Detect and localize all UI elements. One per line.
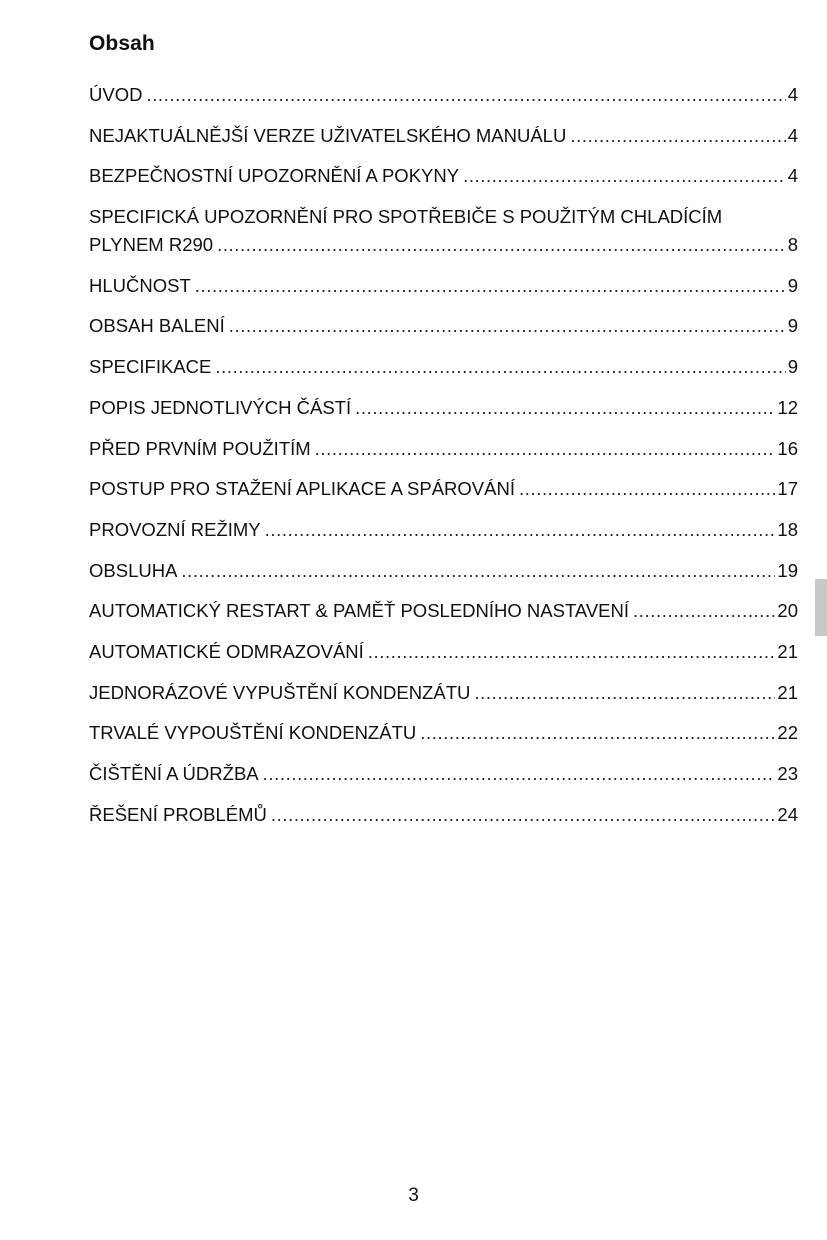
toc-entry-page: 9: [787, 315, 798, 337]
toc-entry-title: OBSAH BALENÍ: [89, 315, 225, 337]
toc-entry-specs[interactable]: [89, 353, 798, 381]
toc-entry-page: 8: [787, 234, 798, 256]
toc-leader-dots: [570, 122, 785, 150]
toc-entry-troubleshooting[interactable]: [89, 801, 798, 829]
page-number: 3: [408, 1185, 419, 1206]
toc-leader-dots: [229, 312, 786, 340]
toc-entry-title: ŘEŠENÍ PROBLÉMŮ: [89, 803, 267, 825]
toc-entry-title: ÚVOD: [89, 84, 143, 105]
toc-entry-title: POPIS JEDNOTLIVÝCH ČÁSTÍ: [89, 396, 352, 418]
toc-entry-page: 4: [787, 165, 798, 187]
toc-entry-package[interactable]: [89, 312, 798, 340]
toc-leader-dots: [146, 81, 785, 109]
toc-entry-title: PROVOZNÍ REŽIMY: [89, 518, 261, 540]
toc-entry-page: 24: [777, 803, 798, 825]
toc-entry-page: 17: [777, 478, 798, 500]
toc-entry-page: 9: [787, 356, 798, 378]
toc-leader-dots: [355, 394, 775, 422]
toc-leader-dots: [463, 162, 786, 190]
toc-entry-page: 9: [787, 274, 798, 296]
side-thumb-tab: [815, 579, 827, 636]
toc-entry-defrost[interactable]: [89, 638, 798, 666]
toc-entry-uvod[interactable]: [89, 81, 798, 109]
toc-entry-title: HLUČNOST: [89, 274, 191, 296]
toc-entry-title: OBSLUHA: [89, 559, 178, 581]
toc-entry-safety[interactable]: [89, 162, 798, 190]
toc-entry-noise[interactable]: [89, 272, 798, 300]
toc-entry-page: 4: [787, 124, 798, 146]
toc-entry-title: BEZPEČNOSTNÍ UPOZORNĚNÍ A POKYNY: [89, 165, 460, 187]
toc-entry-r290[interactable]: [89, 203, 798, 259]
toc-entry-modes[interactable]: [89, 516, 798, 544]
toc-leader-dots: [181, 557, 775, 585]
toc-leader-dots: [474, 679, 775, 707]
toc-entry-manual-version[interactable]: [89, 122, 798, 150]
toc-entry-page: 22: [777, 722, 798, 744]
toc-entry-page: 18: [777, 518, 798, 540]
toc-entry-title: PŘED PRVNÍM POUŽITÍM: [89, 437, 311, 459]
toc-entry-operation[interactable]: [89, 557, 798, 585]
toc-entry-page: 23: [777, 763, 798, 784]
toc-leader-dots: [519, 475, 775, 503]
toc-leader-dots: [315, 435, 776, 463]
toc-entry-title: TRVALÉ VYPOUŠTĚNÍ KONDENZÁTU: [89, 722, 417, 744]
toc-entry-title: AUTOMATICKÝ RESTART & PAMĚŤ POSLEDNÍHO NASTAVENÍ: [89, 600, 630, 622]
toc-leader-dots: [420, 719, 775, 747]
toc-entry-page: 4: [787, 84, 798, 105]
page-title: Obsah: [89, 32, 155, 55]
toc-entry-title-line1: SPECIFICKÁ UPOZORNĚNÍ PRO SPOTŘEBIČE S POUŽITÝM CHLADÍCÍM: [89, 206, 723, 228]
toc-leader-dots: [263, 760, 776, 788]
toc-entry-single-drain[interactable]: [89, 679, 798, 707]
toc-entry-auto-restart[interactable]: [89, 597, 798, 625]
toc-entry-title: SPECIFIKACE: [89, 356, 212, 378]
toc-entry-page: 21: [777, 681, 798, 703]
toc-entry-app-pairing[interactable]: [89, 475, 798, 503]
toc-entry-page: 16: [777, 437, 798, 459]
toc-leader-dots: [633, 597, 775, 625]
toc-entry-cleaning[interactable]: [89, 760, 798, 788]
toc-leader-dots: [195, 272, 786, 300]
toc-entry-title: PLYNEM R290: [89, 234, 214, 256]
toc-entry-first-use[interactable]: [89, 435, 798, 463]
toc-entry-title: JEDNORÁZOVÉ VYPUŠTĚNÍ KONDENZÁTU: [89, 681, 471, 703]
toc-entry-page: 21: [777, 640, 798, 662]
toc-entry-page: 12: [777, 396, 798, 418]
toc-leader-dots: [215, 353, 785, 381]
toc-entry-title: POSTUP PRO STAŽENÍ APLIKACE A SPÁROVÁNÍ: [89, 478, 515, 500]
toc-leader-dots: [265, 516, 776, 544]
toc-leader-dots: [368, 638, 776, 666]
toc-entry-title: NEJAKTUÁLNĚJŠÍ VERZE UŽIVATELSKÉHO MANUÁLU: [89, 124, 567, 146]
toc-entry-title: AUTOMATICKÉ ODMRAZOVÁNÍ: [89, 640, 364, 662]
toc-entry-continuous-drain[interactable]: [89, 719, 798, 747]
toc-entry-title: ČIŠTĚNÍ A ÚDRŽBA: [89, 763, 259, 784]
toc-leader-dots: [271, 801, 776, 829]
toc-entry-page: 20: [777, 600, 798, 622]
table-of-contents: [89, 81, 798, 841]
toc-entry-parts[interactable]: [89, 394, 798, 422]
toc-leader-dots: [217, 231, 786, 259]
toc-entry-page: 19: [777, 559, 798, 581]
